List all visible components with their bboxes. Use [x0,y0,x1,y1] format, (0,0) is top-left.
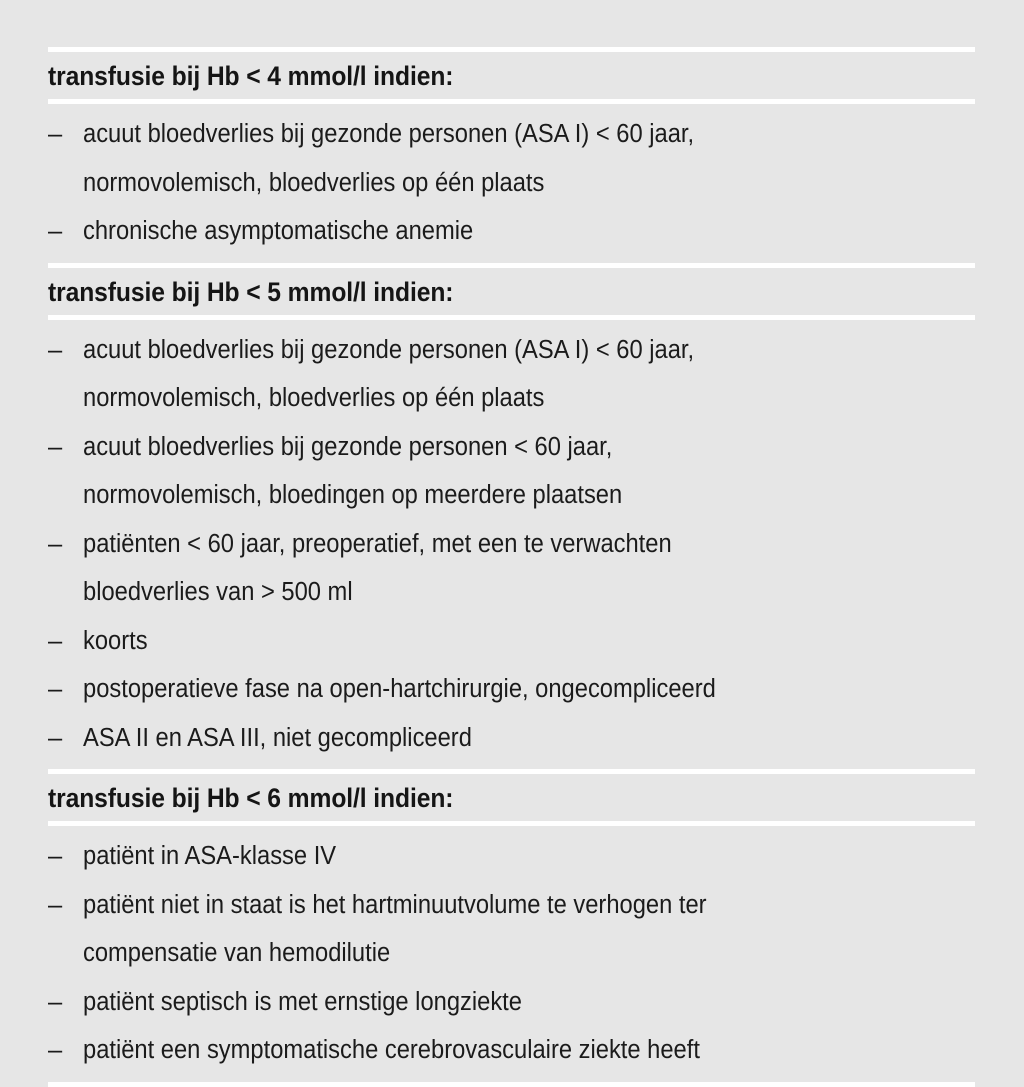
list-item-line: patiënt niet in staat is het hartminuutvolume te verhogen ter [83,890,707,919]
list-item [48,110,975,207]
list-item-line: patiënt in ASA-klasse IV [83,842,337,870]
list-item [48,207,975,256]
list-item-text [83,714,913,763]
section-bottom-rule [48,1082,975,1087]
list-item [48,665,975,714]
dash-bullet-icon: – [48,675,63,703]
list-item-line: compensatie van hemodilutie [83,939,391,967]
dash-bullet-icon: – [48,987,63,1016]
list-item-line: postoperatieve fase na open-hartchirurgie, ongecompliceerd [83,675,716,703]
list-item-text [83,207,913,256]
list-item-line: chronische asymptomatische anemie [83,217,474,245]
list-item-line: normovolemisch, bloedverlies op één plaats [83,168,545,197]
section-header: transfusie bij Hb < 5 mmol/l indien: [48,276,454,307]
list-item-line: normovolemisch, bloedverlies op één plaats [83,384,545,412]
dash-bullet-icon: – [48,120,63,148]
list-item [48,617,975,666]
list-item-text [83,617,913,666]
dash-bullet-icon: – [48,626,63,655]
dash-bullet-icon: – [48,890,63,919]
list-item [48,832,975,881]
list-item-text [83,520,913,617]
list-item-text [83,832,913,881]
list-item-line: patiënt een symptomatische cerebrovasculaire ziekte heeft [83,1036,700,1064]
list-item-text [83,665,913,714]
list-item [48,520,975,617]
section-header: transfusie bij Hb < 6 mmol/l indien: [48,783,454,813]
list-item-text [83,423,913,520]
dash-bullet-icon: – [48,335,63,364]
section-item-list [48,104,975,263]
list-item-line: bloedverlies van > 500 ml [83,578,353,606]
list-item-line: patiënten < 60 jaar, preoperatief, met een te verwachten [83,529,672,558]
list-item-line: acuut bloedverlies bij gezonde personen (ASA I) < 60 jaar, [83,335,695,364]
dash-bullet-icon: – [48,529,63,558]
list-item-text [83,110,913,207]
list-item-line: patiënt septisch is met ernstige longziekte [83,987,522,1016]
list-item [48,881,975,978]
list-item-text [83,326,913,423]
section-header: transfusie bij Hb < 4 mmol/l indien: [48,61,454,91]
dash-bullet-icon: – [48,217,63,245]
section-item-list [48,320,975,770]
list-item [48,326,975,423]
list-item [48,423,975,520]
sections-container [48,52,975,1087]
list-item [48,978,975,1027]
table-body [0,47,1024,1087]
list-item [48,714,975,763]
list-item-line: ASA II en ASA III, niet gecompliceerd [83,723,472,752]
list-item-line: koorts [83,626,148,655]
dash-bullet-icon: – [48,723,63,752]
list-item-text [83,1026,913,1075]
section-item-list [48,826,975,1082]
list-item-text [83,881,913,978]
dash-bullet-icon: – [48,432,63,461]
list-item-text [83,978,913,1027]
dash-bullet-icon: – [48,842,63,870]
list-item-line: acuut bloedverlies bij gezonde personen (ASA I) < 60 jaar, [83,120,695,148]
list-item [48,1026,975,1075]
list-item-line: acuut bloedverlies bij gezonde personen < 60 jaar, [83,432,613,461]
dash-bullet-icon: – [48,1036,63,1064]
list-item-line: normovolemisch, bloedingen op meerdere plaatsen [83,481,623,509]
